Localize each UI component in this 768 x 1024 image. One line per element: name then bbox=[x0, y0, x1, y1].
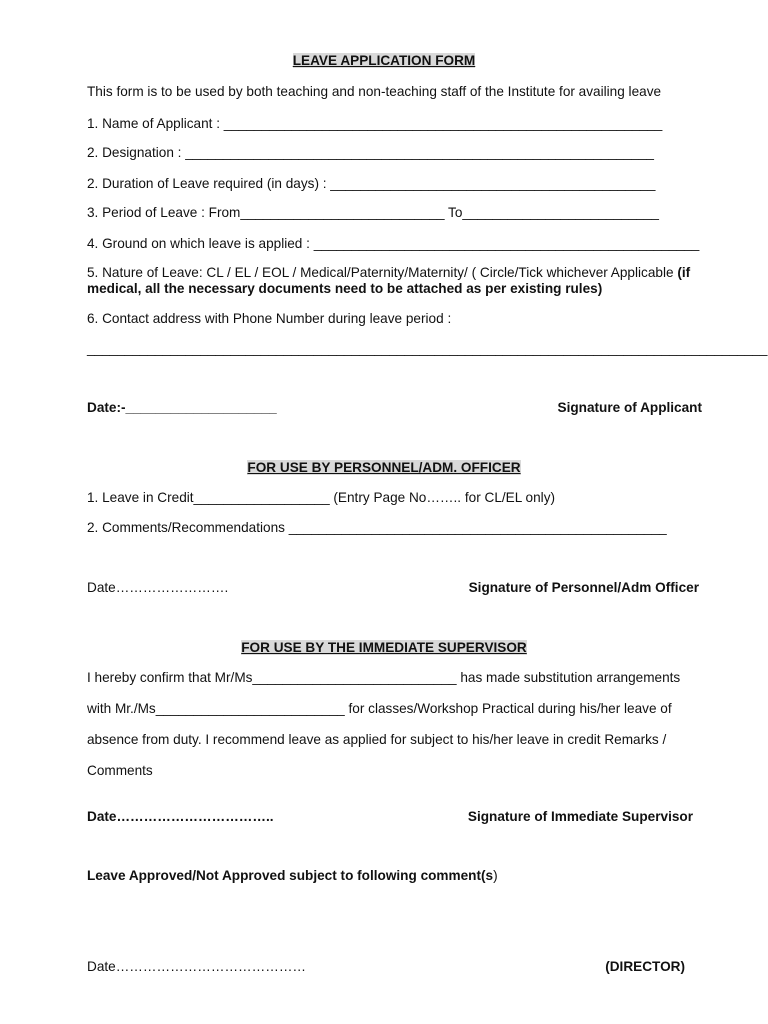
name-of-applicant-field[interactable]: 1. Name of Applicant : __________________________________________________________ bbox=[87, 116, 663, 131]
personnel-signature-label: Signature of Personnel/Adm Officer bbox=[468, 580, 699, 595]
form-intro: This form is to be used by both teaching and non-teaching staff of the Institute for availing leave bbox=[87, 84, 662, 99]
approval-statement-text: Leave Approved/Not Approved subject to following comment(s bbox=[87, 868, 494, 883]
supervisor-date-field[interactable]: Date…………………………….. bbox=[87, 809, 274, 824]
supervisor-heading: FOR USE BY THE IMMEDIATE SUPERVISOR bbox=[241, 640, 527, 655]
nature-of-leave-note-start: (if bbox=[677, 265, 691, 280]
approval-statement-end: ) bbox=[493, 868, 498, 883]
applicant-signature-label: Signature of Applicant bbox=[557, 400, 702, 415]
supervisor-confirm-line-2[interactable]: with Mr./Ms_________________________ for classes/Workshop Practical during his/her leave of bbox=[87, 701, 672, 716]
contact-address-field[interactable]: __________________________________________________________________________________________ bbox=[87, 341, 768, 356]
personnel-heading: FOR USE BY PERSONNEL/ADM. OFFICER bbox=[247, 460, 521, 475]
personnel-heading-row bbox=[0, 460, 768, 476]
form-title: LEAVE APPLICATION FORM bbox=[292, 53, 476, 68]
director-label: (DIRECTOR) bbox=[605, 959, 685, 974]
approval-statement bbox=[87, 868, 498, 884]
personnel-date-field[interactable]: Date……………………. bbox=[87, 580, 229, 595]
supervisor-confirm-line-1[interactable]: I hereby confirm that Mr/Ms___________________________ has made substitution arrangements bbox=[87, 670, 681, 685]
leave-ground-field[interactable]: 4. Ground on which leave is applied : ___________________________________________________ bbox=[87, 236, 700, 251]
leave-in-credit-field[interactable]: 1. Leave in Credit__________________ (Entry Page No…….. for CL/EL only) bbox=[87, 490, 556, 505]
supervisor-signature-label: Signature of Immediate Supervisor bbox=[467, 809, 693, 824]
applicant-date-field[interactable]: Date:-____________________ bbox=[87, 400, 277, 415]
nature-of-leave-note: medical, all the necessary documents need to be attached as per existing rules) bbox=[87, 281, 603, 296]
leave-period-field[interactable]: 3. Period of Leave : From___________________________ To__________________________ bbox=[87, 205, 659, 220]
designation-field[interactable]: 2. Designation : ______________________________________________________________ bbox=[87, 145, 654, 160]
form-title-row bbox=[0, 53, 768, 69]
supervisor-confirm-line-3: absence from duty. I recommend leave as applied for subject to his/her leave in credit Remarks / bbox=[87, 732, 667, 747]
director-date-field[interactable]: Date…………………………………… bbox=[87, 959, 307, 974]
nature-of-leave-text: 5. Nature of Leave: CL / EL / EOL / Medical/Paternity/Maternity/ ( Circle/Tick whichever Applicable bbox=[87, 265, 678, 280]
leave-duration-field[interactable]: 2. Duration of Leave required (in days) : ___________________________________________ bbox=[87, 176, 656, 191]
nature-of-leave-field[interactable] bbox=[87, 265, 690, 281]
supervisor-confirm-line-4: Comments bbox=[87, 763, 153, 778]
comments-recommendations-field[interactable]: 2. Comments/Recommendations __________________________________________________ bbox=[87, 520, 667, 535]
supervisor-heading-row bbox=[0, 640, 768, 656]
contact-address-label: 6. Contact address with Phone Number during leave period : bbox=[87, 311, 452, 326]
